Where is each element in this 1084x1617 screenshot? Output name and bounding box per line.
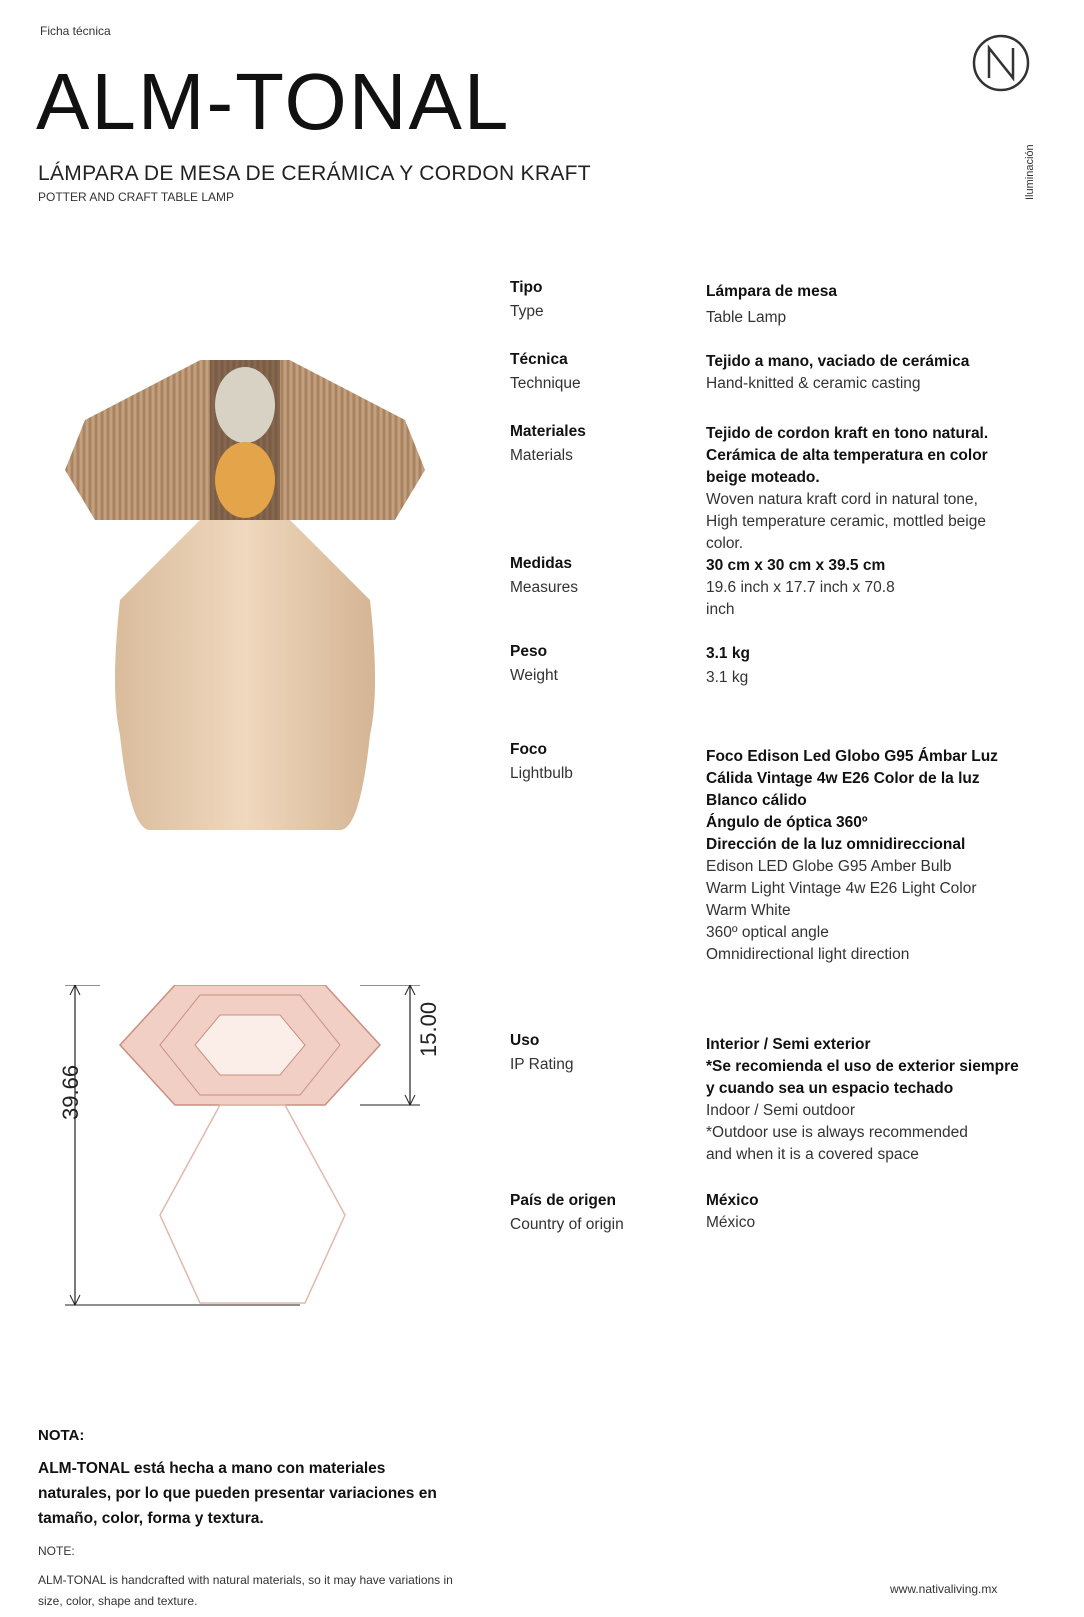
spec-value-en: Indoor / Semi outdoor [706,1102,856,1119]
spec-label-en: Lightbulb [510,765,573,782]
spec-label-en: Materials [510,447,573,464]
spec-label-es: Materiales [510,423,586,440]
spec-value-en: Warm White [706,902,791,919]
spec-pais-value [706,1190,1061,1234]
spec-label-es: Peso [510,643,548,660]
spec-value-es: México [706,1192,759,1209]
spec-foco-value [706,746,1061,966]
spec-value-en: Table Lamp [706,309,787,326]
spec-value-en: 3.1 kg [706,669,749,686]
note-text-es: ALM-TONAL está hecha a mano con materiales naturales, por lo que pueden presentar variaciones en tamaño, color, forma y textura. [38,1460,437,1527]
doc-type-label: Ficha técnica [40,24,111,38]
product-subtitle-es: LÁMPARA DE MESA DE CERÁMICA Y CORDON KRAFT [38,162,591,185]
spec-value-es: Cerámica de alta temperatura en color [706,447,988,464]
spec-value-en: Edison LED Globe G95 Amber Bulb [706,858,952,875]
spec-tecnica-value [706,351,1061,395]
spec-value-es: y cuando sea un espacio techado [706,1080,954,1097]
spec-foco-label [510,741,573,783]
spec-value-en: color. [706,535,744,552]
spec-value-en: inch [706,601,735,618]
category-label: Iluminación [1024,144,1036,200]
spec-label-en: Technique [510,375,581,392]
spec-value-en: High temperature ceramic, mottled beige [706,513,986,530]
spec-value-en: *Outdoor use is always recommended [706,1124,968,1141]
spec-value-es: Ángulo de óptica 360º [706,814,868,831]
spec-peso-value [706,643,1061,689]
note-label-es: NOTA: [38,1427,85,1444]
spec-label-en: Country of origin [510,1216,624,1233]
spec-value-es: Dirección de la luz omnidireccional [706,836,966,853]
spec-peso-label [510,643,558,685]
spec-value-es: *Se recomienda el uso de exterior siempre [706,1058,1019,1075]
spec-tecnica-label [510,351,581,393]
spec-value-es: 3.1 kg [706,645,750,662]
spec-label-es: País de origen [510,1192,616,1209]
spec-label-en: IP Rating [510,1056,574,1073]
spec-value-en: Woven natura kraft cord in natural tone, [706,491,978,508]
spec-medidas-value [706,555,1061,621]
spec-label-es: Foco [510,741,548,758]
spec-label-es: Técnica [510,351,568,368]
spec-value-es: Tejido a mano, vaciado de cerámica [706,353,970,370]
spec-label-en: Type [510,303,544,320]
spec-materiales-value [706,423,1061,555]
spec-medidas-label [510,555,578,597]
spec-value-es: Interior / Semi exterior [706,1036,871,1053]
website-link[interactable]: www.nativaliving.mx [890,1582,998,1596]
spec-uso-value [706,1034,1061,1166]
note-text-en: ALM-TONAL is handcrafted with natural materials, so it may have variations in size, color, shape and texture. [38,1573,453,1608]
product-photo [60,360,430,880]
note-label-en: NOTE: [38,1544,75,1558]
spec-value-en: and when it is a covered space [706,1146,919,1163]
spec-label-es: Uso [510,1032,540,1049]
spec-label-en: Weight [510,667,558,684]
spec-tipo-label [510,279,544,321]
spec-value-es: Tejido de cordon kraft en tono natural. [706,425,989,442]
dimension-total-height: 39.66 [58,1064,83,1120]
technical-drawing [60,985,430,1335]
spec-tipo-value [706,281,1061,329]
spec-value-es: beige moteado. [706,469,820,486]
spec-value-es: Cálida Vintage 4w E26 Color de la luz [706,770,980,787]
product-title: ALM-TONAL [36,57,511,146]
dimension-shade-height: 15.00 [416,1001,441,1057]
spec-value-en: Hand-knitted & ceramic casting [706,375,921,392]
spec-value-es: Blanco cálido [706,792,807,809]
spec-label-en: Measures [510,579,579,596]
spec-value-en: México [706,1214,756,1231]
spec-value-es: Foco Edison Led Globo G95 Ámbar Luz [706,748,998,765]
product-subtitle-en: POTTER AND CRAFT TABLE LAMP [38,190,235,204]
nativa-logo-icon [972,34,1030,92]
spec-value-en: 360º optical angle [706,924,829,941]
spec-pais-label [510,1192,624,1234]
spec-value-en: Omnidirectional light direction [706,946,910,963]
spec-materiales-label [510,423,586,465]
spec-label-es: Tipo [510,279,543,296]
spec-value-es: Lámpara de mesa [706,283,837,300]
spec-uso-label [510,1032,573,1074]
spec-value-es: 30 cm x 30 cm x 39.5 cm [706,557,886,574]
spec-value-en: 19.6 inch x 17.7 inch x 70.8 [706,579,895,596]
spec-value-en: Warm Light Vintage 4w E26 Light Color [706,880,977,897]
spec-label-es: Medidas [510,555,573,572]
